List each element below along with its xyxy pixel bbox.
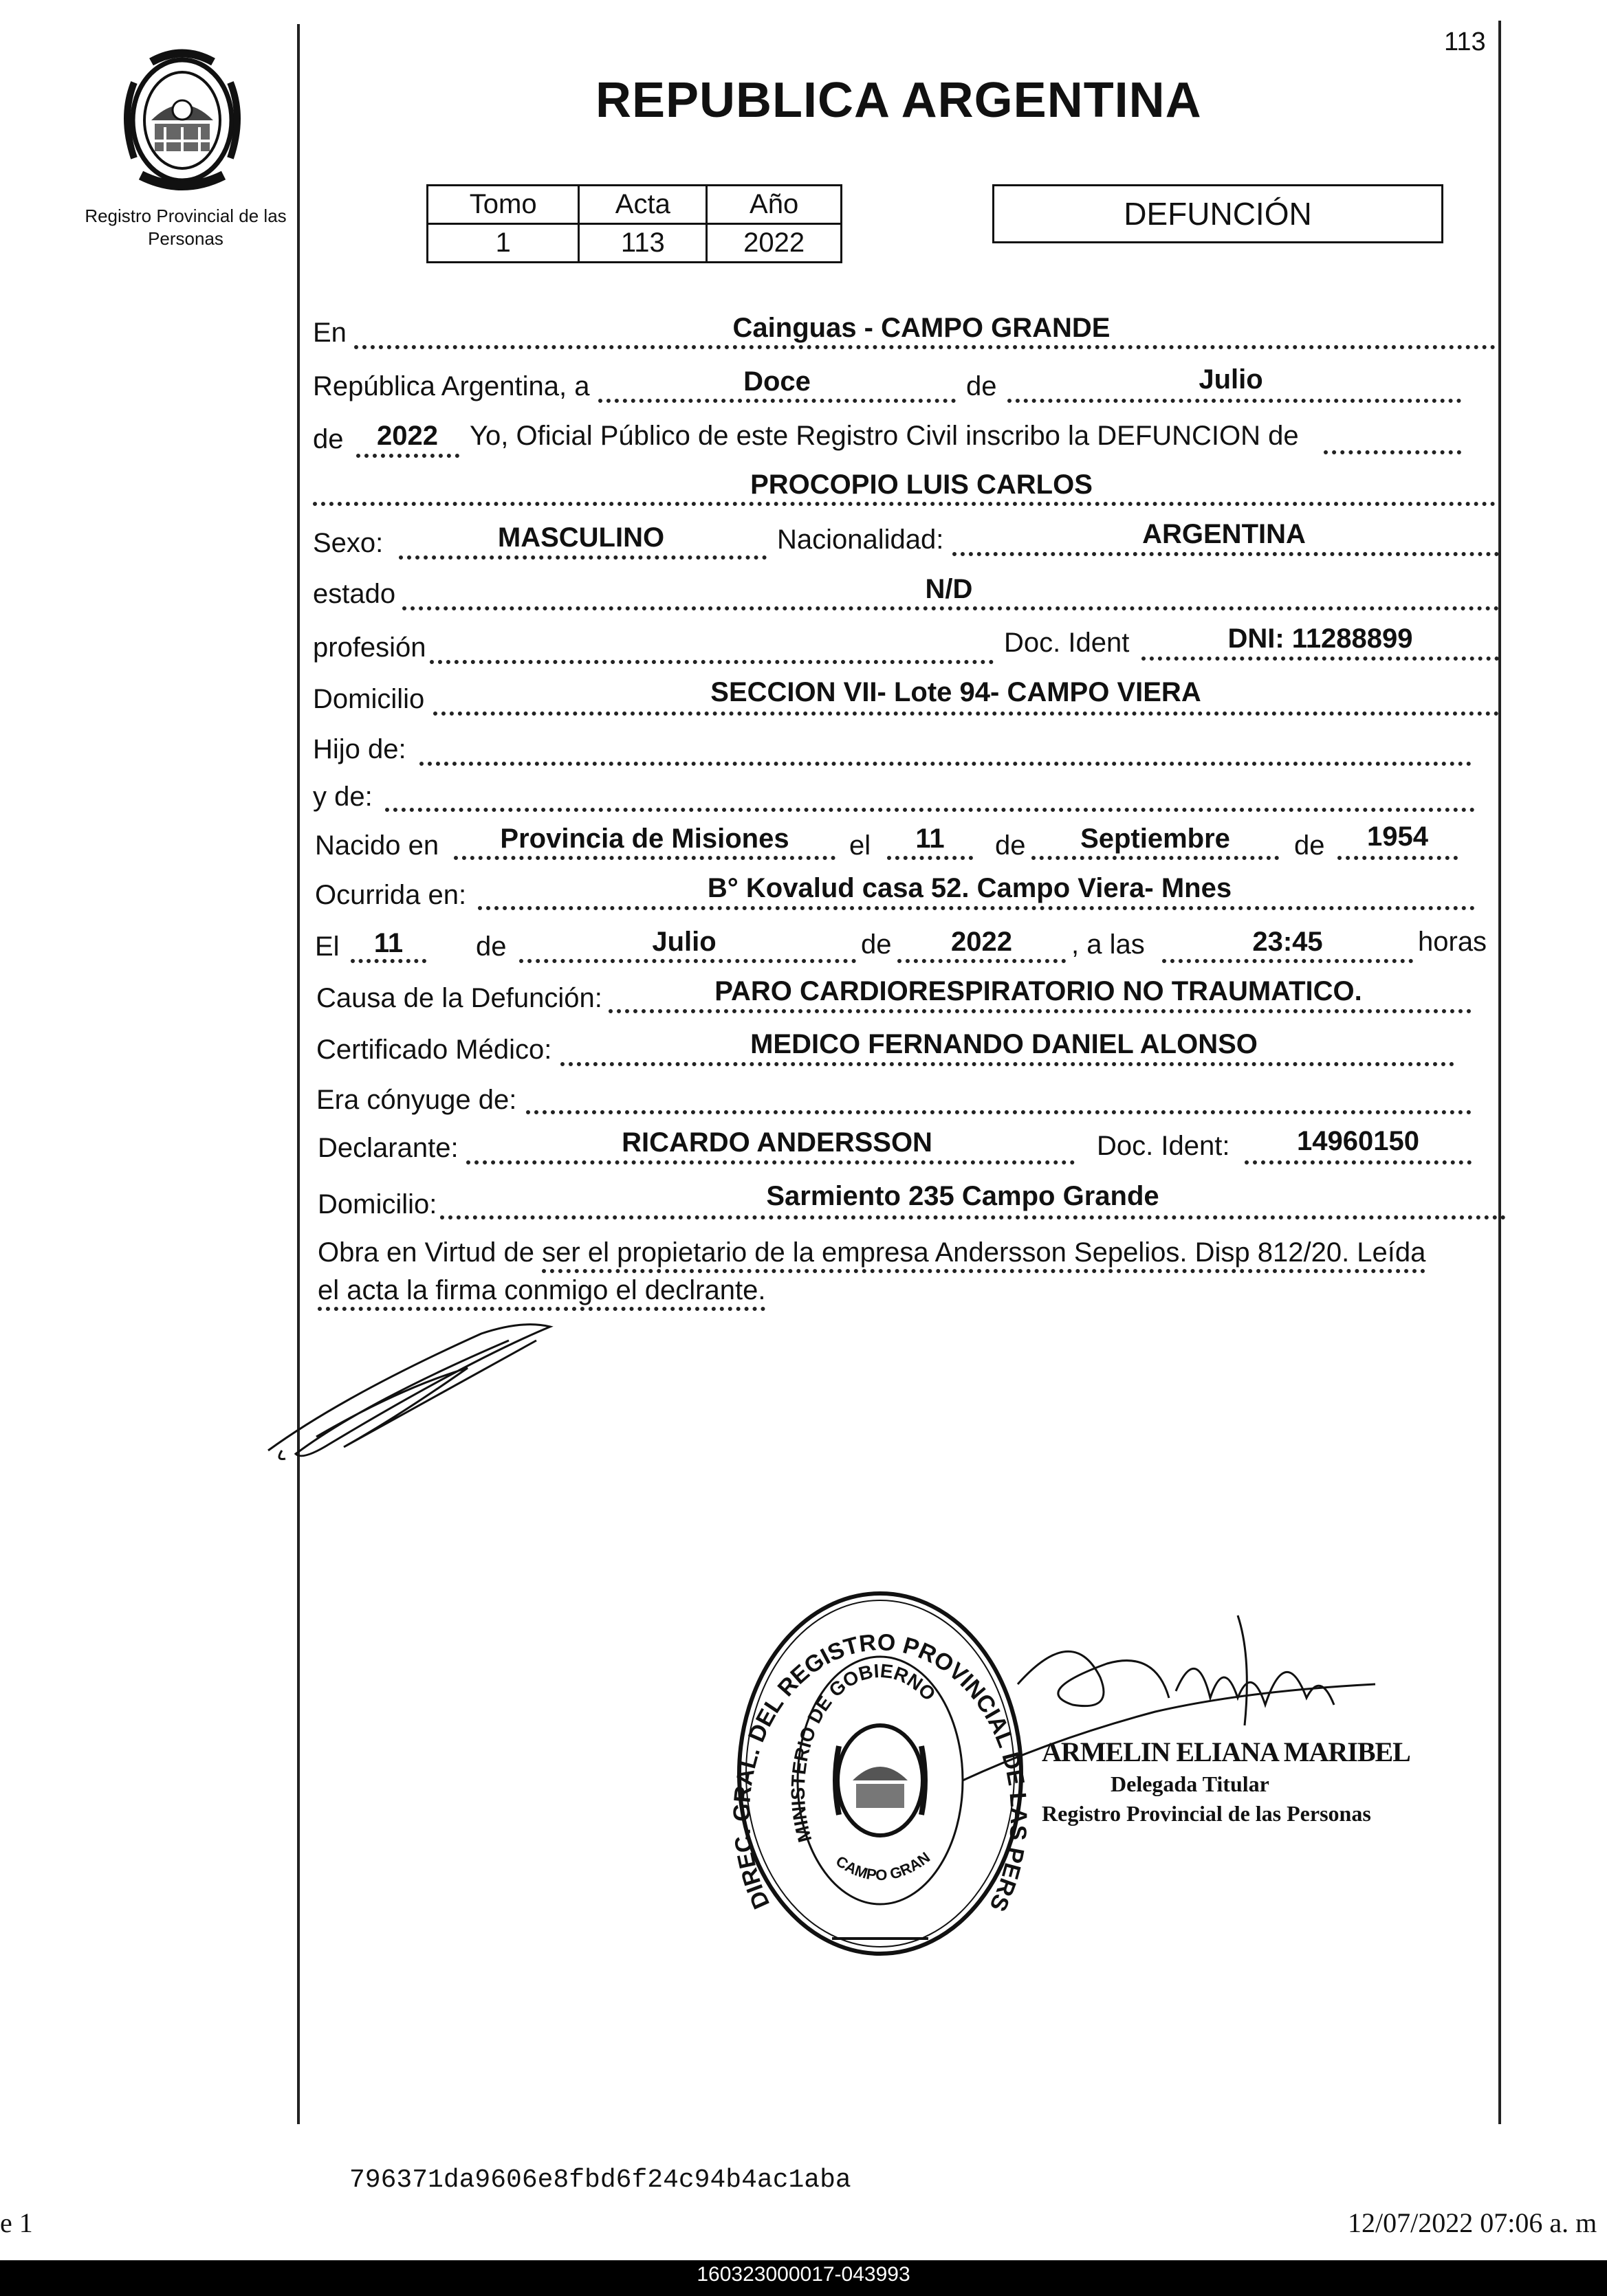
line-profesion bbox=[430, 660, 994, 664]
label-nacido-de2: de bbox=[1294, 830, 1325, 861]
line-hijo-de bbox=[419, 762, 1472, 766]
line-causa bbox=[609, 1009, 1472, 1013]
line-conyuge bbox=[526, 1110, 1472, 1114]
stamp-outer-arc-text: DIREC. GRAL. DEL REGISTRO PROVINCIAL DE LAS PERS bbox=[729, 1629, 1031, 1916]
label-domicilio-declarante: Domicilio: bbox=[318, 1189, 437, 1219]
line-nacido-month bbox=[1031, 856, 1279, 860]
value-certificado: MEDICO FERNANDO DANIEL ALONSO bbox=[750, 1029, 1258, 1059]
value-nacido-day: 11 bbox=[915, 824, 945, 854]
line-sexo bbox=[399, 555, 767, 560]
record-table-header bbox=[428, 186, 842, 224]
value-declarante: RICARDO ANDERSSON bbox=[622, 1127, 932, 1158]
label-nacido-el: el bbox=[849, 830, 871, 861]
line-nacionalidad bbox=[952, 552, 1499, 556]
value-el-day: 11 bbox=[373, 928, 404, 958]
provincial-emblem bbox=[113, 41, 251, 192]
line-day bbox=[598, 399, 956, 403]
line-el-year bbox=[897, 959, 1066, 963]
value-nacionalidad: ARGENTINA bbox=[1142, 519, 1306, 549]
right-margin-rule bbox=[1498, 21, 1501, 2124]
value-sexo: MASCULINO bbox=[497, 522, 665, 553]
record-type-box bbox=[992, 184, 1443, 243]
value-nacido-place: Provincia de Misiones bbox=[500, 824, 789, 854]
value-doc-ident: DNI: 11288899 bbox=[1227, 623, 1413, 654]
stamp-inner-arc-text: MINISTERIO DE GOBIERNO bbox=[787, 1659, 940, 1845]
label-declarante: Declarante: bbox=[318, 1133, 459, 1163]
record-type: DEFUNCIÓN bbox=[1124, 196, 1312, 232]
value-domicilio-declarante: Sarmiento 235 Campo Grande bbox=[766, 1181, 1159, 1211]
line-inscribo bbox=[1324, 450, 1461, 454]
page-title: REPUBLICA ARGENTINA bbox=[595, 73, 1202, 128]
value-day: Doce bbox=[743, 366, 811, 397]
line-nacido-year bbox=[1337, 856, 1458, 860]
value-time: 23:45 bbox=[1252, 927, 1323, 957]
registry-name: Registro Provincial de las Personas bbox=[85, 206, 287, 249]
label-certificado: Certificado Médico: bbox=[316, 1035, 552, 1065]
line-certificado bbox=[560, 1062, 1454, 1066]
line-estado bbox=[402, 606, 1499, 610]
line-el-month bbox=[519, 959, 856, 963]
line-year bbox=[356, 454, 459, 458]
obra-line2: el acta la firma conmigo el declrante. bbox=[318, 1275, 765, 1311]
misiones-seal-icon bbox=[113, 41, 251, 192]
signature-icon bbox=[261, 1313, 564, 1512]
label-hijo-de: Hijo de: bbox=[313, 734, 406, 764]
declarant-signature bbox=[261, 1313, 564, 1512]
line-y-de bbox=[385, 808, 1475, 812]
label-estado: estado bbox=[313, 579, 396, 609]
label-ocurrida: Ocurrida en: bbox=[315, 880, 467, 910]
label-doc-ident: Doc. Ident bbox=[1004, 628, 1130, 658]
label-horas: horas bbox=[1418, 927, 1487, 957]
line-domicilio bbox=[433, 711, 1499, 716]
official-name: ARMELIN ELIANA MARIBEL bbox=[1042, 1736, 1410, 1767]
line-nacido-place bbox=[454, 856, 835, 860]
label-conyuge: Era cónyuge de: bbox=[316, 1085, 517, 1115]
label-sexo: Sexo: bbox=[313, 528, 384, 558]
line-el-day bbox=[351, 959, 426, 963]
deceased-name: PROCOPIO LUIS CARLOS bbox=[750, 470, 1093, 500]
line-declarante-doc bbox=[1245, 1160, 1472, 1164]
label-y-de: y de: bbox=[313, 782, 373, 812]
value-domicilio: SECCION VII- Lote 94- CAMPO VIERA bbox=[710, 677, 1201, 707]
label-a-las: , a las bbox=[1071, 929, 1145, 960]
label-profesion: profesión bbox=[313, 632, 426, 663]
line-nacido-day bbox=[887, 856, 973, 860]
label-de-month: de bbox=[966, 371, 997, 401]
left-margin-rule bbox=[297, 24, 300, 2124]
value-causa: PARO CARDIORESPIRATORIO NO TRAUMATICO. bbox=[714, 976, 1362, 1006]
stamp-bottom-arc-text: CAMPO GRAN bbox=[833, 1848, 934, 1884]
value-estado: N/D bbox=[925, 574, 973, 604]
label-nacido: Nacido en bbox=[315, 830, 439, 861]
record-table-values bbox=[428, 224, 842, 263]
value-nacido-year: 1954 bbox=[1367, 821, 1428, 852]
value-tomo: 1 bbox=[428, 224, 579, 263]
label-nacido-de1: de bbox=[995, 830, 1026, 861]
svg-text:MINISTERIO DE GOBIERNO bbox=[787, 1660, 940, 1844]
line-month bbox=[1007, 399, 1461, 403]
label-causa: Causa de la Defunción: bbox=[316, 983, 602, 1013]
line-domicilio-declarante bbox=[440, 1215, 1506, 1219]
record-table bbox=[426, 184, 842, 263]
value-year: 2022 bbox=[377, 421, 438, 451]
obra-line2-row bbox=[318, 1275, 765, 1306]
value-month: Julio bbox=[1199, 364, 1263, 395]
line-time bbox=[1162, 959, 1413, 963]
page-number: 113 bbox=[1444, 27, 1486, 56]
page-label: e 1 bbox=[0, 2207, 33, 2238]
label-el-de2: de bbox=[861, 929, 892, 960]
value-acta: 113 bbox=[579, 224, 707, 263]
official-role: Delegada Titular bbox=[1111, 1771, 1269, 1796]
label-declarante-doc: Doc. Ident: bbox=[1097, 1131, 1230, 1161]
label-obra bbox=[318, 1237, 1425, 1268]
value-el-year: 2022 bbox=[951, 927, 1012, 957]
value-ocurrida: B° Kovalud casa 52. Campo Viera- Mnes bbox=[707, 873, 1232, 903]
value-declarante-doc: 14960150 bbox=[1297, 1126, 1419, 1156]
label-en: En bbox=[313, 318, 347, 348]
label-domicilio: Domicilio bbox=[313, 684, 425, 714]
header-tomo: Tomo bbox=[428, 186, 579, 224]
line-declarante bbox=[466, 1160, 1075, 1164]
value-ano: 2022 bbox=[707, 224, 842, 263]
value-en: Cainguas - CAMPO GRANDE bbox=[732, 313, 1111, 343]
header-acta: Acta bbox=[579, 186, 707, 224]
line-ocurrida bbox=[478, 906, 1475, 910]
label-el-de1: de bbox=[476, 931, 507, 962]
header-ano: Año bbox=[707, 186, 842, 224]
label-republica: República Argentina, a bbox=[313, 371, 590, 401]
document-hash: 796371da9606e8fbd6f24c94b4ac1aba bbox=[349, 2165, 851, 2195]
obra-line1: ser el propietario de la empresa Andersson Sepelios. Disp 812/20. Leída bbox=[542, 1237, 1425, 1273]
inscribo-text: Yo, Oficial Público de este Registro Civil inscribo la DEFUNCION de bbox=[470, 421, 1299, 451]
print-timestamp: 12/07/2022 07:06 a. m bbox=[1348, 2207, 1597, 2238]
label-el: El bbox=[315, 931, 340, 962]
label-de-year: de bbox=[313, 424, 344, 454]
value-nacido-month: Septiembre bbox=[1080, 824, 1230, 854]
line-doc-ident bbox=[1141, 656, 1499, 661]
label-nacionalidad: Nacionalidad: bbox=[777, 525, 944, 555]
official-registry: Registro Provincial de las Personas bbox=[1042, 1801, 1371, 1826]
line-name bbox=[313, 502, 1496, 506]
barcode-id: 160323000017-043993 bbox=[697, 2263, 910, 2286]
line-en bbox=[354, 345, 1496, 349]
obra-label: Obra en Virtud de bbox=[318, 1237, 535, 1268]
value-el-month: Julio bbox=[652, 927, 717, 957]
